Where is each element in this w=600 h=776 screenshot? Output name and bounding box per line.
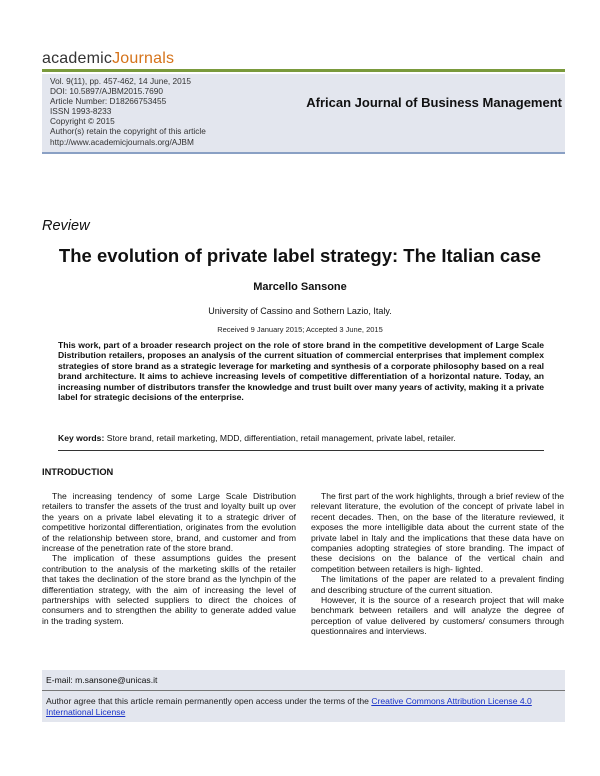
keywords-label: Key words: [58,433,105,443]
received-accepted-dates: Received 9 January 2015; Accepted 3 June, 2015 [217,325,383,334]
logo-text-journals: Journals [112,50,175,67]
right-column [311,491,564,637]
footer-box [42,670,565,722]
publisher-logo [42,50,174,68]
left-column [42,491,296,626]
section-heading-introduction: INTRODUCTION [42,467,114,477]
license-link[interactable]: Creative Commons Attribution License 4.0 International License [46,696,532,717]
body-paragraph: The limitations of the paper are related to a prevalent finding and describing structure of the current situation. [311,574,564,595]
keywords [58,433,558,443]
article-type: Review [42,218,90,234]
license-statement [46,696,546,718]
meta-journal-url[interactable]: http://www.academicjournals.org/AJBM [50,136,194,147]
body-paragraph: However, it is the source of a research project that will make benchmark between retailers and will analyze the degree of perception of value delivered by customers/ consumers through questionnaires and interviews. [311,595,564,637]
article-meta-list [50,76,206,147]
meta-copyright-note: Author(s) retain the copyright of this article [50,126,206,137]
keywords-rule [58,450,544,451]
header-rule [42,69,565,72]
article-meta-box [42,74,565,154]
body-paragraph: The increasing tendency of some Large Scale Distribution retailers to transfer the assets of the trust and loyalty built up over the years on a private label elevating it to a strategic driver of competitive horizontal differentiation, originates from the evolution of the relationship between store, brand, and customer and from increase of the penetration rate of the store brand. [42,491,296,554]
license-text: Author agree that this article remain permanently open access under the terms of the [46,696,372,706]
meta-copyright: Copyright © 2015 [50,116,115,127]
meta-doi: DOI: 10.5897/AJBM2015.7690 [50,86,164,97]
journal-name: African Journal of Business Management [306,95,562,110]
body-paragraph: The first part of the work highlights, through a brief review of the relevant literature, the evolution of the concept of private label in recent decades. Then, on the base of the literature reviewed, it exposes the more intelligible data about the current state of the private label in Italy and the implications that these data have on companies adopting strategies of store branding. The impact of these decisions on the balance of the vertical chain and competition between retailers is high- lighted. [311,491,564,574]
keywords-list: Store brand, retail marketing, MDD, differentiation, retail management, private label, retailer. [106,433,456,443]
author-email[interactable]: E-mail: m.sansone@unicas.it [46,675,158,685]
meta-volume: Vol. 9(11), pp. 457-462, 14 June, 2015 [50,76,191,86]
author-name: Marcello Sansone [253,281,347,293]
author-affiliation: University of Cassino and Sothern Lazio, Italy. [208,306,392,316]
abstract: This work, part of a broader research project on the role of store brand in the competitive development of Large Scale Distribution retailers, proposes an analysis of the current situation of commercial enterprises that implement complex strategies of store brand as a strategic leverage for marketing and synthesis of a corporate philosophy based on a real brand architecture. It aims to achieve increasing levels of competitive differentiation of a horizontal nature. Today, an increasing number of distributors transfer the knowledge and trust built over many years of activity, making it a private label for strategic decisions of the enterprise. [58,340,544,403]
meta-article-number: Article Number: D18266753455 [50,96,167,107]
article-title: The evolution of private label strategy: The Italian case [58,245,542,266]
footer-rule [42,690,565,691]
body-paragraph: The implication of these assumptions guides the present contribution to the analysis of the marketing skills of the retailer that takes the declination of the store brand as the lynchpin of the differentiation strategy, with the aim of increasing the level of partnerships with selected suppliers to direct the choices of consumers and to strengthen the ability to generate added value in the trading system. [42,553,296,626]
logo-text-academic: academic [42,50,113,67]
meta-issn: ISSN 1993-8233 [50,106,112,117]
